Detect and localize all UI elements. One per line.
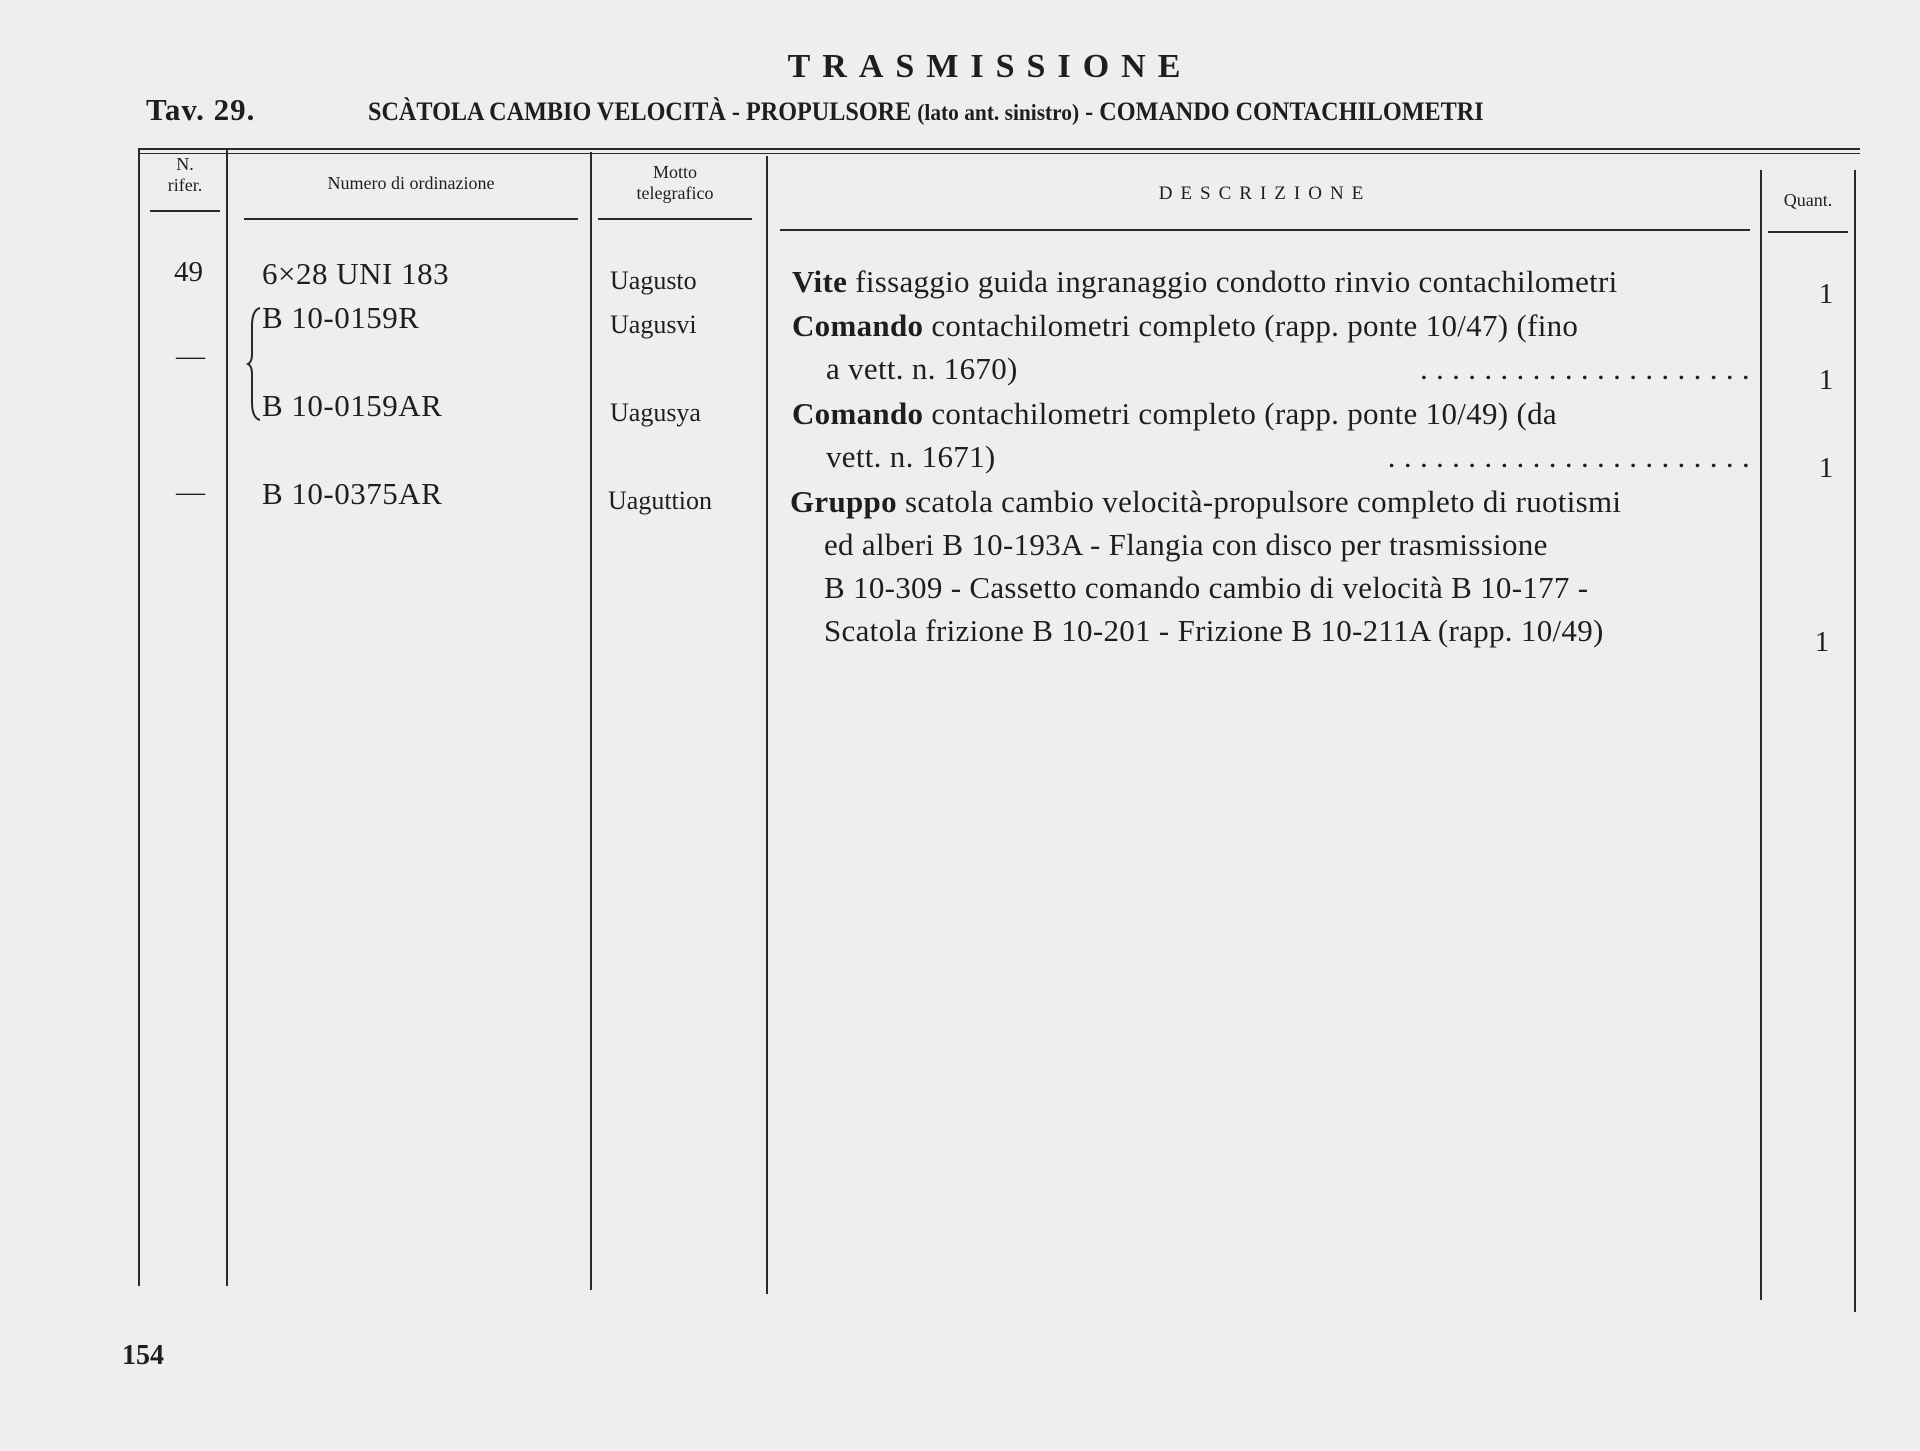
- header-description: DESCRIZIONE: [1158, 183, 1372, 204]
- header-ref: [150, 154, 220, 196]
- column-line-order: [590, 152, 592, 1290]
- header-quantity: Quant.: [1783, 190, 1833, 210]
- row2-quantity: 1: [1818, 364, 1834, 396]
- subtitle-part-a: SCÀTOLA CAMBIO VELOCITÀ - PROPULSORE: [368, 97, 918, 126]
- row3-description-line1: [792, 396, 1557, 432]
- header-underline-ref: [150, 210, 220, 212]
- row3-desc-keyword: Comando: [792, 396, 924, 431]
- header-underline-motto: [598, 218, 752, 220]
- section-title: TRASMISSIONE: [787, 48, 1193, 85]
- row4-description-line4: Scatola frizione B 10-201 - Frizione B 10-211A (rapp. 10/49): [824, 613, 1604, 648]
- subtitle-part-b: (lato ant. sinistro): [917, 100, 1080, 125]
- row2-desc-text: contachilometri completo (rapp. ponte 10/47) (fino: [923, 308, 1579, 343]
- row4-motto: Uaguttion: [608, 486, 712, 515]
- row2-desc-cont: a vett. n. 1670): [826, 351, 1018, 386]
- row2-motto: Uagusvi: [610, 310, 697, 339]
- header-motto: [598, 162, 752, 204]
- row4-quantity: 1: [1814, 626, 1830, 658]
- column-line-ref: [226, 150, 228, 1286]
- header-underline-order: [244, 218, 578, 220]
- row3-description-line2: [826, 439, 1750, 475]
- row1-desc-keyword: Vite: [792, 264, 848, 299]
- row1-ref: 49: [174, 256, 203, 288]
- row4-desc-text: scatola cambio velocità-propulsore completo di ruotismi: [896, 484, 1622, 519]
- column-line-motto: [766, 156, 768, 1294]
- header-underline-desc: [780, 229, 1750, 231]
- header-order: Numero di ordinazione: [327, 173, 495, 193]
- header-ref-line2: rifer.: [167, 175, 203, 195]
- row2-dot-leader: . . . . . . . . . . . . . . . . . . . . .: [1419, 351, 1750, 386]
- row3-dot-leader: . . . . . . . . . . . . . . . . . . . . . . .: [1387, 439, 1750, 474]
- row3-quantity: 1: [1818, 452, 1834, 484]
- header-underline-qty: [1768, 231, 1848, 233]
- row4-description-line3: B 10-309 - Cassetto comando cambio di velocità B 10-177 -: [824, 570, 1589, 605]
- row3-desc-cont: vett. n. 1671): [826, 439, 996, 474]
- table-number: Tav. 29.: [146, 92, 256, 127]
- row1-motto: Uagusto: [610, 266, 697, 295]
- row4-desc-keyword: Gruppo: [790, 484, 897, 519]
- header-motto-line1: Motto: [652, 162, 697, 182]
- row2-ref: —: [176, 340, 205, 372]
- row4-order-number: B 10-0375AR: [262, 476, 443, 511]
- row4-description-line1: [790, 484, 1621, 520]
- column-line-right: [1854, 170, 1856, 1312]
- header-motto-line2: telegrafico: [636, 183, 714, 203]
- row1-order-number: 6×28 UNI 183: [262, 256, 450, 291]
- top-rule-second: [140, 153, 1860, 154]
- row1-desc-text: fissaggio guida ingranaggio condotto rinvio contachilometri: [847, 264, 1618, 299]
- group-brace: [246, 306, 262, 422]
- row4-description-line2: ed alberi B 10-193A - Flangia con disco per trasmissione: [824, 527, 1548, 562]
- row3-order-number: B 10-0159AR: [262, 388, 443, 423]
- row1-quantity: 1: [1818, 278, 1834, 310]
- subtitle-part-c: - COMANDO CONTACHILOMETRI: [1079, 97, 1484, 126]
- row2-description-line1: [792, 308, 1578, 344]
- column-line-qty: [1760, 170, 1762, 1300]
- row1-description: [792, 264, 1618, 300]
- row3-motto: Uagusya: [610, 398, 701, 427]
- row2-desc-keyword: Comando: [792, 308, 924, 343]
- row3-desc-text: contachilometri completo (rapp. ponte 10/49) (da: [923, 396, 1557, 431]
- header-ref-line1: N.: [176, 154, 194, 174]
- row4-ref: —: [176, 476, 205, 508]
- row2-description-line2: [826, 351, 1750, 387]
- column-line-left: [138, 148, 140, 1286]
- row2-order-number: B 10-0159R: [262, 300, 420, 335]
- page-number: 154: [122, 1340, 164, 1371]
- table-subtitle: [368, 97, 1484, 127]
- top-rule: [140, 148, 1860, 150]
